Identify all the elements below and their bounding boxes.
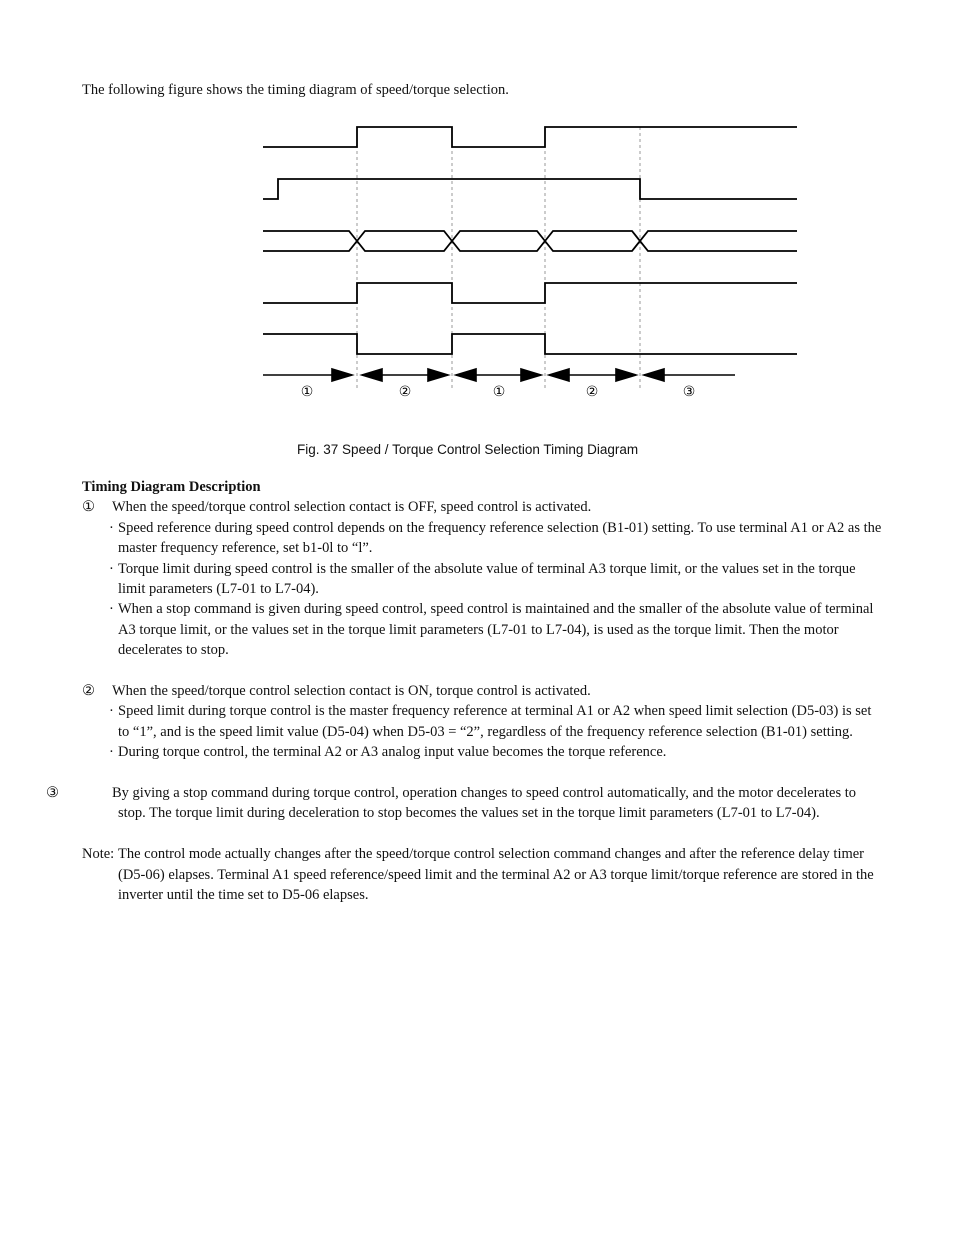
bullet-item: · Speed limit during torque control is the master frequency reference at terminal A1 or A2 when speed limit selection (D5-03) is set to “1”, and is the speed limit value (D5-04) when D5-03 = “2”, regardless of the frequency reference selection (B1-01) setting. [109,703,872,740]
guide-lines [357,127,640,390]
mode-2-bullets [82,701,882,762]
mode-1-bullets [82,518,882,661]
arrow-head-left [362,369,382,381]
bullet-item: · When a stop command is given during speed control, speed control is maintained and the smaller of the absolute value of terminal A3 torque limit, or the values set in the torque limit parameters (L7-01 to L7-04), is used as the torque limit. Then the motor decelerates to stop. [109,601,874,659]
timing-diagram [0,0,954,440]
bullet-mark: · [109,519,114,536]
mode-2-description [82,681,882,763]
arrow-head-right [428,369,448,381]
signal-control-mode-transition [263,231,797,251]
phase-label: ② [398,384,412,400]
mode-3-marker: ③ [46,785,59,802]
bullet-mark: · [109,744,114,761]
mode-3-text: By giving a stop command during torque control, operation changes to speed control automatically, and the motor decelerates to stop. The torque limit during deceleration to stop becomes the values set in the torque limit parameters (L7-01 to L7-04). [112,785,856,822]
figure-caption: Fig. 37 Speed / Torque Control Selection Timing Diagram [297,442,639,457]
arrow-head-left [644,369,664,381]
mode-2-text: When the speed/torque control selection contact is ON, torque control is activated. [112,683,591,700]
arrow-head-right [521,369,541,381]
mode-1-marker: ① [82,499,95,516]
bullet-mark: · [109,703,114,720]
phase-label: ① [492,384,506,400]
arrow-head-right [332,369,352,381]
bullet-mark: · [109,601,114,618]
bullet-item: · During torque control, the terminal A2 or A3 analog input value becomes the torque reference. [82,742,882,762]
arrow-head-right [616,369,636,381]
mode-1-text: When the speed/torque control selection contact is OFF, speed control is activated. [112,499,592,516]
phase-label: ② [585,384,599,400]
section-title: Timing Diagram Description [82,479,261,495]
phase-arrows [263,369,735,381]
signal-run-command [263,179,797,199]
note-text: The control mode actually changes after the speed/torque control selection command changes and after the reference delay timer (D5-06) elapses. Terminal A1 speed reference/speed limit and the terminal A2 or A3 torque limit/torque reference are stored in the inverter until the time set to D5-06 elapses. [118,846,874,904]
note [82,844,882,905]
arrow-head-left [456,369,476,381]
mode-2-marker: ② [82,683,95,700]
signal-speed-control [263,283,797,303]
phase-label: ③ [682,384,696,400]
mode-1-description [82,497,882,660]
signal-torque-control [263,334,797,354]
arrow-head-left [549,369,569,381]
bullet-item: · Torque limit during speed control is the smaller of the absolute value of terminal A3 torque limit, or the values set in the torque limit parameters (L7-01 to L7-04). [109,560,856,598]
note-label: Note: [82,846,115,863]
bullet-mark: · [109,560,114,577]
intro-text: The following figure shows the timing diagram of speed/torque selection. [82,82,509,98]
timing-description [46,477,882,905]
mode-3-description [46,783,882,824]
bullet-item: · Speed reference during speed control depends on the frequency reference selection (B1-01) setting. To use terminal A1 or A2 as the master frequency reference, set b1-0l to “l”. [109,519,882,557]
signal-selection-contact [263,127,797,147]
phase-label: ① [300,384,314,400]
